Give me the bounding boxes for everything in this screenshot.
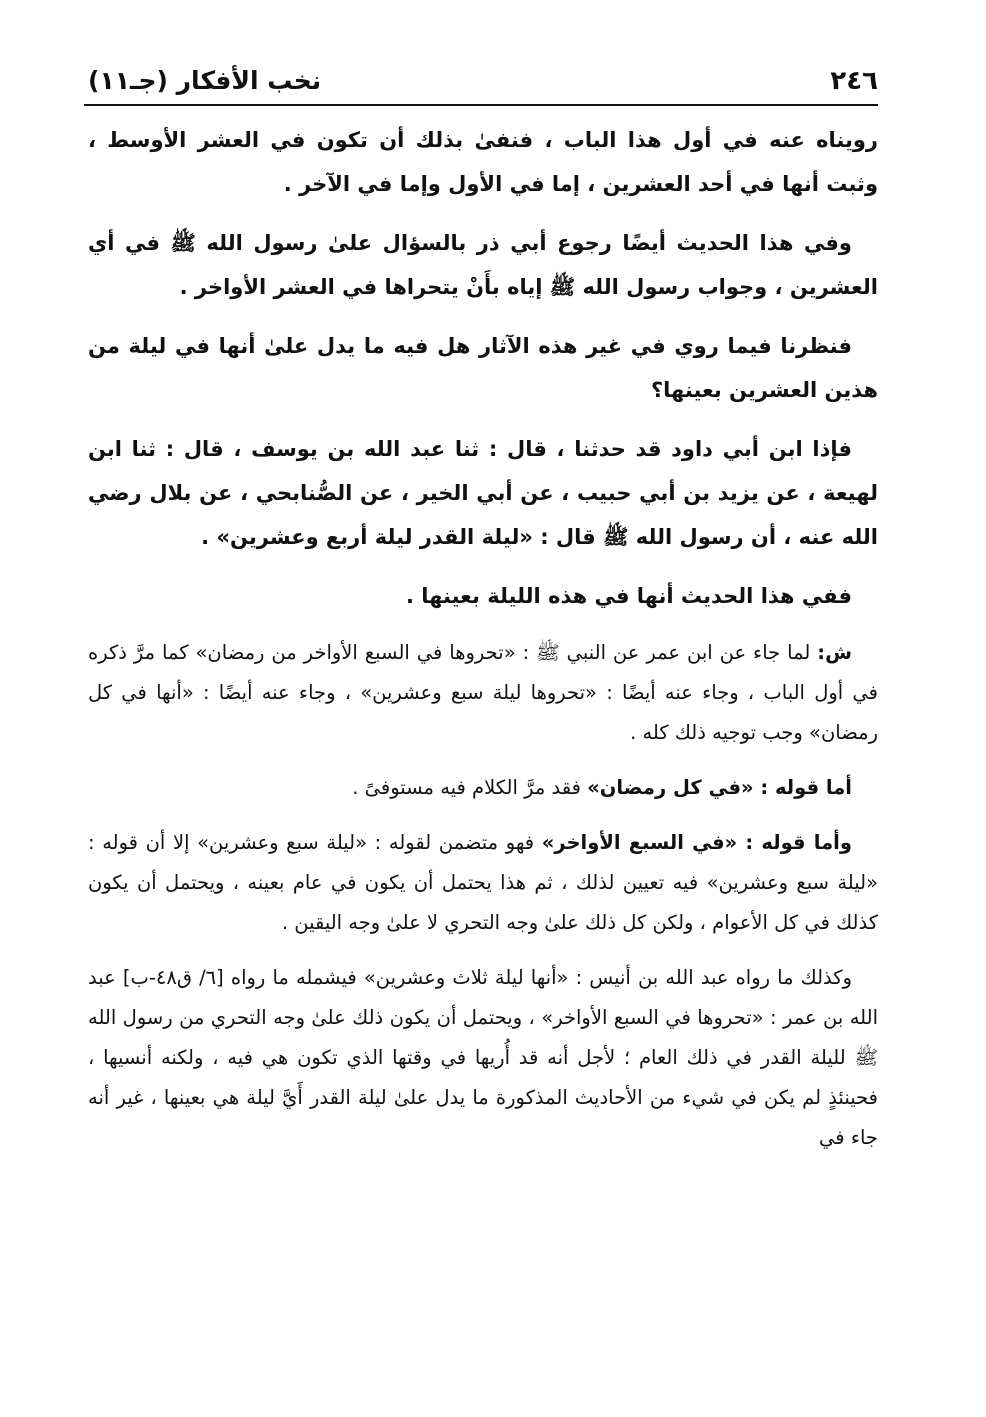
hadith-paragraph	[88, 427, 878, 559]
book-title: نخب الأفكار (جـ١١)	[88, 66, 322, 95]
paragraph-text: ففي هذا الحديث أنها في هذه الليلة بعينها .	[405, 584, 852, 608]
page-number: ٢٤٦	[830, 66, 878, 96]
quoted-phrase: وأما قوله : «في السبع الأواخر»	[541, 831, 852, 854]
quoted-phrase: أما قوله : «في كل رمضان»	[587, 776, 852, 799]
paragraph	[88, 118, 878, 206]
commentary-paragraph	[88, 633, 878, 753]
commentary-paragraph	[88, 768, 878, 808]
paragraph-text: فقد مرَّ الكلام فيه مستوفىً .	[352, 776, 588, 799]
paragraph	[88, 324, 878, 412]
paragraph-text: لما جاء عن ابن عمر عن النبي ﷺ : «تحروها في السبع الأواخر من رمضان» كما مرَّ ذكره في أول الباب ، وجاء عنه أيضًا : «تحروها ليلة سبع وعشرين» ، وجاء عنه أيضًا : «أنها في كل رمضان» وجب توجيه ذلك كله .	[88, 641, 878, 744]
paragraph	[88, 574, 878, 618]
paragraph-text: فنظرنا فيما روي في غير هذه الآثار هل فيه ما يدل علىٰ أنها في ليلة من هذين العشرين بعينها؟	[88, 334, 878, 402]
page-header	[88, 64, 878, 98]
commentary-paragraph	[88, 823, 878, 943]
paragraph-text: فهو متضمن لقوله : «ليلة سبع وعشرين» إلا أن قوله : «ليلة سبع وعشرين» فيه تعيين لذلك ، ثم هذا يحتمل أن يكون في عام بعينه ، ويحتمل أن يكون كذلك في كل الأعوام ، ولكن كل ذلك علىٰ وجه التحري لا علىٰ وجه اليقين .	[88, 831, 878, 934]
page-body	[88, 118, 878, 1408]
paragraph-text: فإذا ابن أبي داود قد حدثنا ، قال : ثنا عبد الله بن يوسف ، قال : ثنا ابن لهيعة ، عن يزيد بن أبي حبيب ، عن أبي الخير ، عن الصُّنابحي ، عن بلال رضي الله عنه ، أن رسول الله ﷺ قال : «ليلة القدر ليلة أربع وعشرين» .	[88, 437, 878, 549]
paragraph-text: وكذلك ما رواه عبد الله بن أنيس : «أنها ليلة ثلاث وعشرين» فيشمله ما رواه [٦/ ق٤٨-ب] عبد الله بن عمر : «تحروها في السبع الأواخر» ، ويحتمل أن يكون ذلك علىٰ وجه التحري من رسول الله ﷺ لليلة القدر في ذلك العام ؛ لأجل أنه قد أُريها في وقتها الذي تكون هي فيه ، ولكنه أنسيها ، فحينئذٍ لم يكن في شيء من الأحاديث المذكورة ما يدل علىٰ ليلة القدر أَيَّ ليلة هي بعينها ، غير أنه جاء في	[88, 966, 878, 1149]
paragraph-text: رويناه عنه في أول هذا الباب ، فنفىٰ بذلك أن تكون في العشر الأوسط ، وثبت أنها في أحد العشرين ، إما في الأول وإما في الآخر .	[88, 128, 878, 196]
paragraph	[88, 221, 878, 309]
commentary-paragraph	[88, 958, 878, 1158]
commentary-marker: ش:	[817, 641, 852, 664]
paragraph-text: وفي هذا الحديث أيضًا رجوع أبي ذر بالسؤال علىٰ رسول الله ﷺ في أي العشرين ، وجواب رسول الله ﷺ إياه بأَنْ يتحراها في العشر الأواخر .	[88, 231, 878, 299]
header-divider	[84, 104, 878, 106]
